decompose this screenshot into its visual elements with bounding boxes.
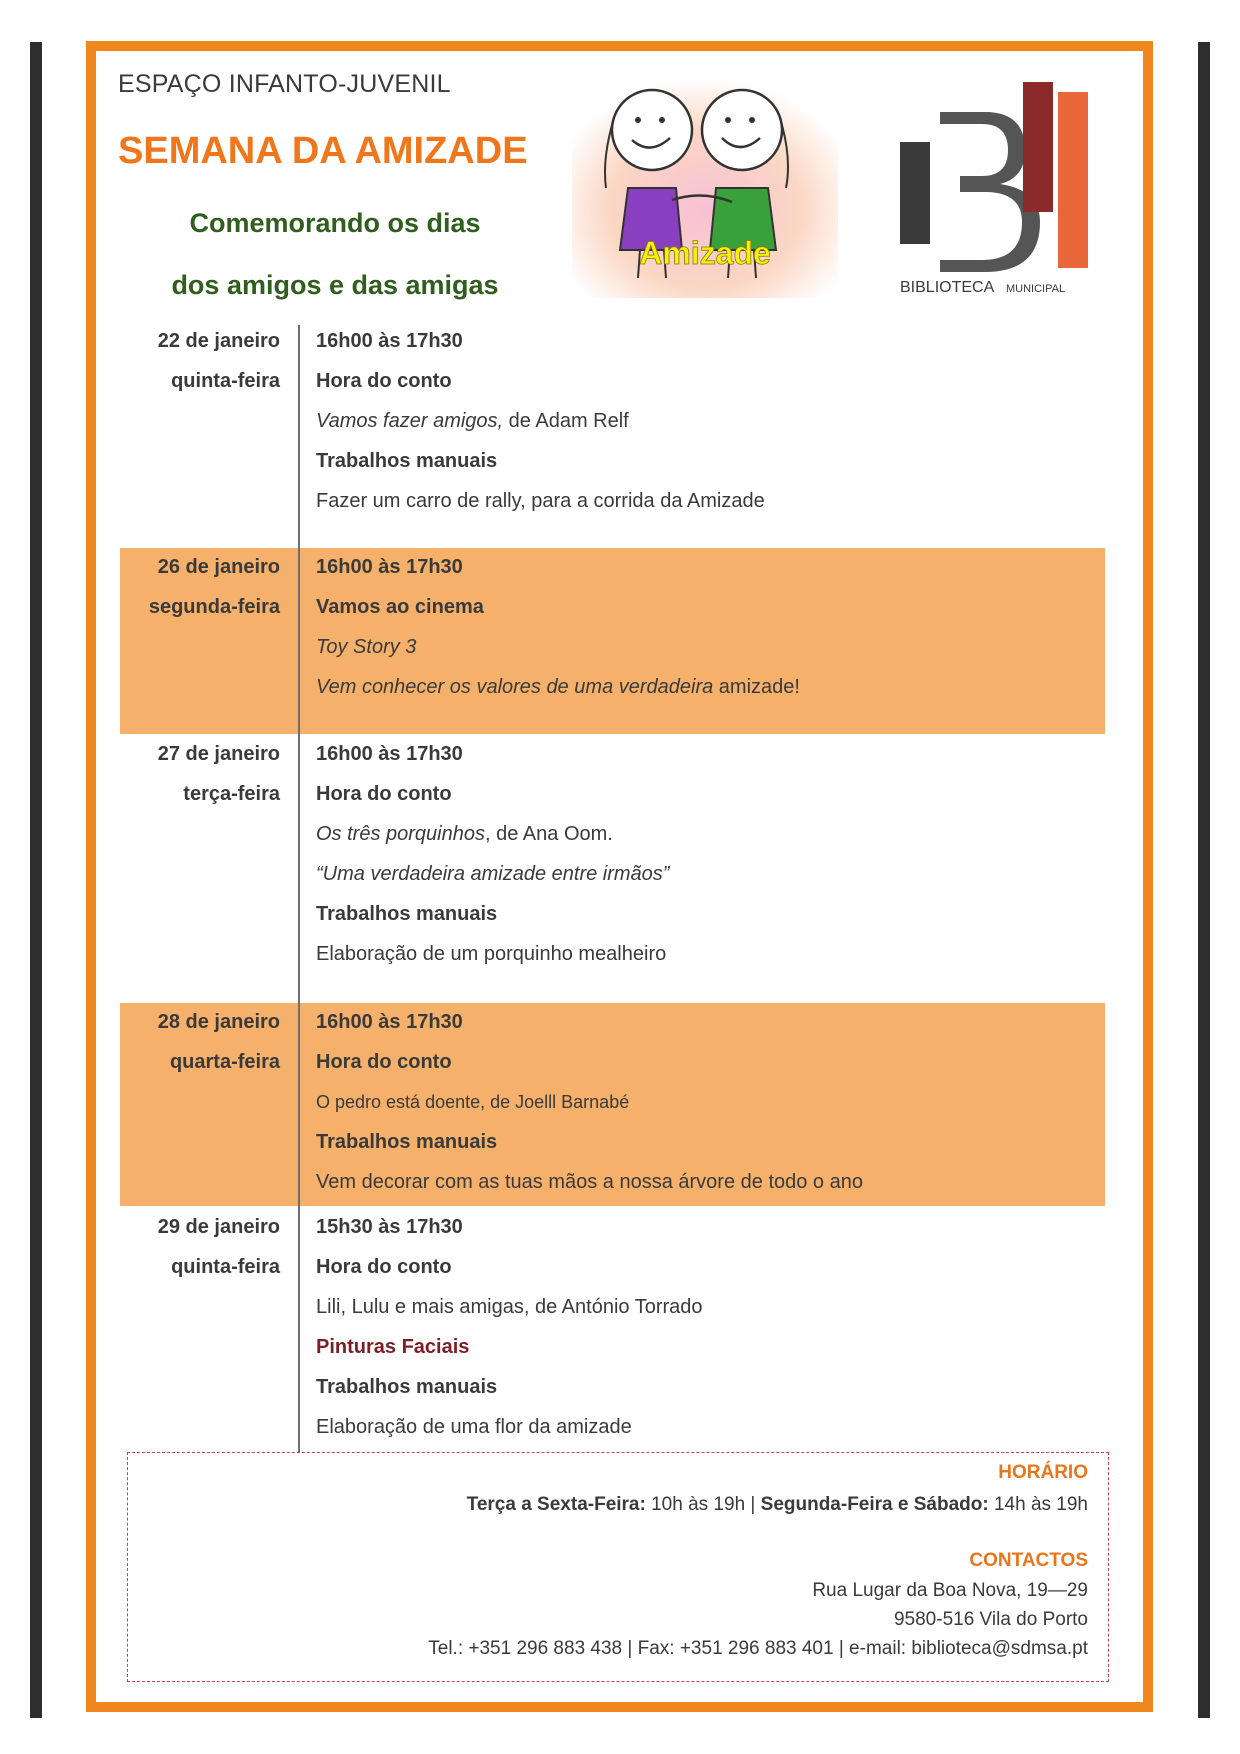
- weekday-3: terça-feira: [183, 783, 280, 805]
- right-side-bar: [1198, 42, 1210, 1718]
- date-5: 29 de janeiro: [157, 1216, 280, 1238]
- book-title-1: Vamos fazer amigos,: [316, 410, 504, 432]
- contact-phones: Tel.: +351 296 883 438 | Fax: +351 296 883 401 | e-mail: biblioteca@sdmsa.pt: [428, 1638, 1088, 1659]
- library-logo: [890, 82, 1110, 302]
- book-author-1: de Adam Relf: [503, 410, 629, 432]
- horario-value-2: 14h às 19h: [988, 1494, 1088, 1515]
- craft-3: Elaboração de um porquinho mealheiro: [316, 943, 667, 965]
- left-side-bar: [30, 42, 42, 1718]
- invite-2-end: amizade!: [713, 676, 800, 698]
- event-title: SEMANA DA AMIZADE: [118, 130, 528, 172]
- time-1: 16h00 às 17h30: [316, 330, 463, 352]
- time-4: 16h00 às 17h30: [316, 1011, 463, 1033]
- weekday-5: quinta-feira: [171, 1256, 280, 1278]
- subtitle-line-1: Comemorando os dias: [189, 208, 481, 238]
- invite-2: [316, 676, 800, 699]
- horario-line: [467, 1494, 1088, 1516]
- activity-1a: Hora do conto: [316, 370, 452, 392]
- weekday-4: quarta-feira: [169, 1051, 280, 1073]
- horario-label-1: Terça a Sexta-Feira:: [466, 1494, 646, 1515]
- activity-5c: Trabalhos manuais: [316, 1376, 498, 1398]
- contactos-heading: CONTACTOS: [969, 1550, 1088, 1571]
- weekday-2: segunda-feira: [148, 596, 280, 618]
- activity-4a: Hora do conto: [316, 1051, 452, 1073]
- logo-text-main: BIBLIOTECA: [900, 279, 995, 296]
- address-line-2: 9580-516 Vila do Porto: [893, 1609, 1088, 1630]
- book-5: Lili, Lulu e mais amigas, de António Torrado: [316, 1296, 703, 1318]
- schedule-divider: [298, 325, 300, 1453]
- book-4: O pedro está doente, de Joelll Barnabé: [316, 1092, 630, 1112]
- book-1: [316, 410, 629, 433]
- logo-text-secondary: MUNICIPAL: [1006, 283, 1066, 295]
- activity-5b: Pinturas Faciais: [316, 1336, 470, 1358]
- subtitle-line-2: dos amigos e das amigas: [171, 270, 499, 300]
- time-3: 16h00 às 17h30: [316, 743, 463, 765]
- horario-label-2: Segunda-Feira e Sábado:: [760, 1494, 989, 1515]
- craft-5: Elaboração de uma flor da amizade: [316, 1416, 632, 1438]
- horario-value-1: 10h às 19h |: [645, 1494, 761, 1515]
- quote-3: “Uma verdadeira amizade entre irmãos”: [316, 863, 670, 885]
- horario-heading: HORÁRIO: [998, 1462, 1088, 1483]
- time-2: 16h00 às 17h30: [316, 556, 463, 578]
- book-author-3: , de Ana Oom.: [484, 823, 613, 845]
- date-3: 27 de janeiro: [157, 743, 280, 765]
- craft-1: Fazer um carro de rally, para a corrida da Amizade: [316, 490, 765, 512]
- activity-2a: Vamos ao cinema: [316, 596, 484, 618]
- friendship-illustration: [572, 78, 838, 298]
- activity-4b: Trabalhos manuais: [316, 1131, 498, 1153]
- date-4: 28 de janeiro: [157, 1011, 280, 1033]
- movie-2: Toy Story 3: [316, 636, 417, 658]
- activity-5a: Hora do conto: [316, 1256, 452, 1278]
- craft-4: Vem decorar com as tuas mãos a nossa árvore de todo o ano: [316, 1171, 863, 1193]
- book-title-3: Os três porquinhos: [316, 823, 485, 845]
- date-2: 26 de janeiro: [157, 556, 280, 578]
- space-title: ESPAÇO INFANTO-JUVENIL: [118, 70, 451, 98]
- activity-3b: Trabalhos manuais: [316, 903, 498, 925]
- time-5: 15h30 às 17h30: [316, 1216, 463, 1238]
- activity-1b: Trabalhos manuais: [316, 450, 498, 472]
- address-line-1: Rua Lugar da Boa Nova, 19—29: [812, 1580, 1088, 1601]
- amizade-caption: Amizade: [639, 235, 771, 271]
- book-3: [316, 823, 613, 846]
- activity-3a: Hora do conto: [316, 783, 452, 805]
- weekday-1: quinta-feira: [171, 370, 280, 392]
- date-1: 22 de janeiro: [157, 330, 280, 352]
- invite-2-italic: Vem conhecer os valores de uma verdadeira: [316, 676, 714, 698]
